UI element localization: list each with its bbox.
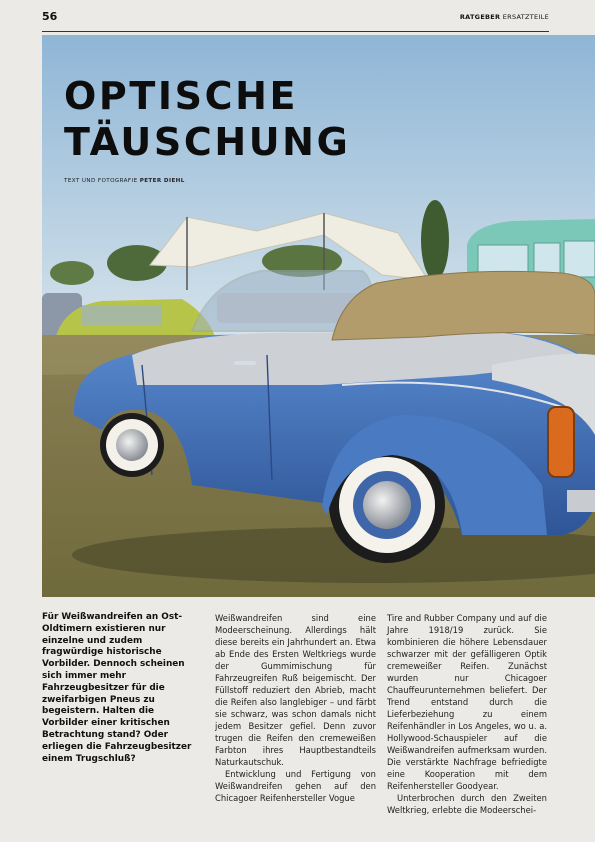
body-column-2 [215,612,376,804]
header-rule [42,31,549,32]
body-paragraph: Entwicklung und Fertigung von Weißwandreifen gehen auf den Chicagoer Reifenhersteller Vogue [215,769,376,803]
headline [64,73,350,165]
byline-prefix: TEXT UND FOTOGRAFIE [64,178,138,184]
running-head-subsection: ERSATZTEILE [502,13,549,21]
body-paragraph: Tire and Rubber Company und auf die Jahre 1918/19 zurück. Sie kombinieren die höhere Lebensdauer schwarzer mit der gefälligeren Optik cremeweißer Reifen. Zunächst wurden nur Chicagoer Chauffeurunternehmen beliefert. Der Trend entstand durch die Lieferbeziehung zu einem Reifenhändler in Los Angeles, wo u. a. Hollywood-Schauspieler auf die Weißwandreifen aufmerksam wurden. Die verstärkte Nachfrage befriedigte eine Kooperation mit dem Reifenhersteller Goodyear. [387,613,547,791]
running-head [460,13,549,21]
byline [64,178,185,184]
headline-line-1: OPTISCHE [64,74,299,118]
page-number: 56 [42,10,58,23]
running-head-section: RATGEBER [459,13,501,21]
hero-photo [42,35,595,597]
body-column-3 [387,612,547,816]
body-paragraph: Weißwandreifen sind eine Modeerscheinung. Allerdings hält diese bereits ein Jahrhundert an. Etwa ab Ende des Ersten Weltkriegs wurde der Gummimischung für Fahrzeugreifen Ruß beigemischt. Der Füllstoff reduziert den Abrieb, macht die Reifen also langlebiger – und färbt sie schwarz, was schon damals nicht jedem Besitzer gefiel. Denn zuvor trugen die Reifen den cremeweißen Farbton ihres Hauptbestandteils Naturkautschuk. [215,613,376,767]
body-paragraph: Unterbrochen durch den Zweiten Weltkrieg, erlebte die Modeerschei- [387,793,547,815]
lead-paragraph: Für Weißwandreifen an Ost-Oldtimern existieren nur einzelne und zudem fragwürdige historische Vorbilder. Dennoch scheinen sich immer mehr Fahrzeugbesitzer für die zweifarbigen Pneus zu begeistern. Halten die Vorbilder einer kritischen Betrachtung stand? Oder erliegen die Fahrzeugbesitzer einem Trugschluß? [42,612,192,764]
lead-column [42,612,200,765]
byline-author: PETER DIEHL [139,178,185,184]
headline-line-2: TÄUSCHUNG [64,120,351,164]
